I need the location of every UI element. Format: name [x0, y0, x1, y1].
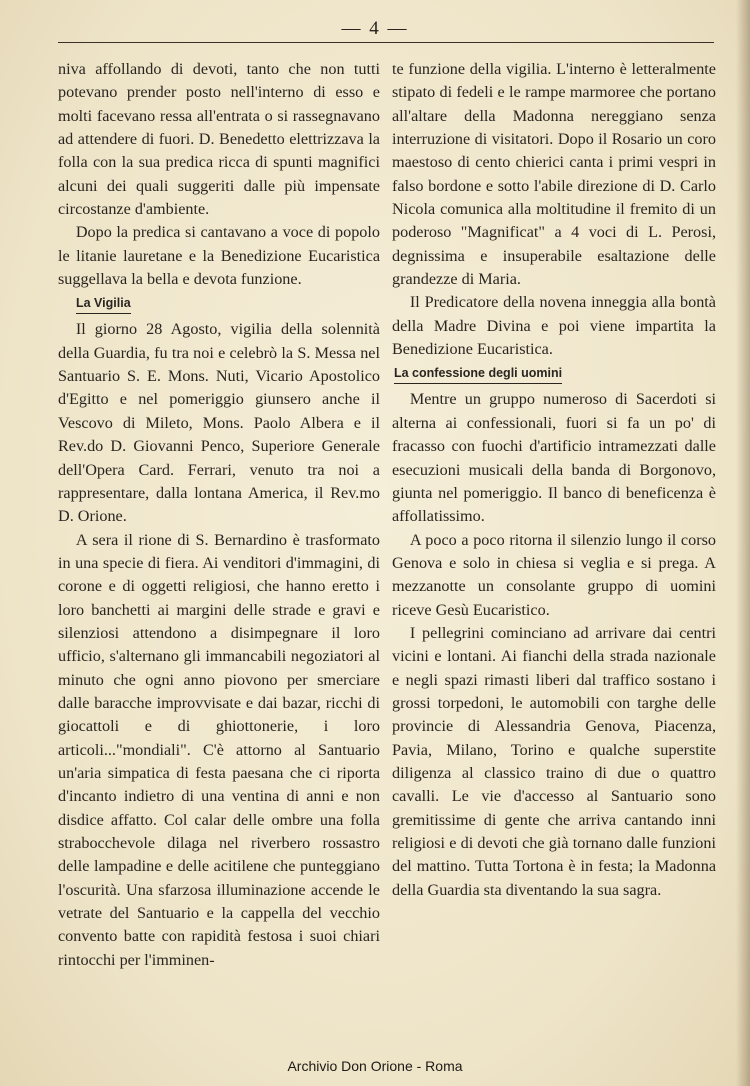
- right-column: [392, 58, 716, 902]
- paragraph: A sera il rione di S. Bernardino è trasformato in una specie di fiera. Ai venditori d'immagini, di corone e di oggetti religiosi, che hanno eretto i loro banchetti ai margini delle strade e gravi e silenziosi attendono a disimpegnare il loro ufficio, s'alternano gli immancabili negoziatori al minuto che ogni anno piovono per smerciare dalle baracche improvvisate e dai bazar, ricchi di giocattoli e di ghiottonerie, i loro articoli..."mondiali". C'è attorno al Santuario un'aria simpatica di festa paesana che ci riporta d'incanto indietro di una ventina di anni e non disdice affatto. Col calar delle ombre una folla strabocchevole dilaga nel riverbero rossastro delle lampadine e delle acitilene che punteggiano l'oscurità. Una sfarzosa illuminazione accende le vetrate del Santuario e la cappella del vecchio convento batte con rapidità festosa i suoi chiari rintocchi per l'imminen-: [58, 530, 380, 969]
- header-rule: [58, 42, 714, 43]
- section-heading-vigilia: La Vigilia: [76, 293, 131, 314]
- page-edge-shadow: [736, 0, 750, 1086]
- archive-footer: Archivio Don Orione - Roma: [287, 1058, 463, 1074]
- paragraph: Il giorno 28 Agosto, vigilia della solennità della Guardia, fu tra noi e celebrò la S. Messa nel Santuario S. E. Mons. Nuti, Vicario Apostolico d'Egitto e nel pomeriggio giunsero anche il Vescovo di Mileto, Mons. Paolo Albera e il Rev.do D. Giovanni Penco, Superiore Generale dell'Opera Card. Ferrari, venuto tra noi a rappresentare, dalla lontana America, il Rev.mo D. Orione.: [58, 320, 380, 526]
- left-column: [58, 58, 380, 972]
- paragraph: te funzione della vigilia. L'interno è letteralmente stipato di fedeli e le rampe marmoree che portano all'altare della Madonna nereggiano senza interruzione di visitatori. Dopo il Rosario un coro maestoso di cento chierici canta i primi vespri in falso bordone e sotto l'abile direzione di D. Carlo Nicola comunica alla moltitudine il fremito di un poderoso "Magnificat" a 4 voci di L. Perosi, degnissima e insuperabile esaltazione delle grandezze di Maria.: [392, 60, 716, 289]
- paragraph: Mentre un gruppo numeroso di Sacerdoti si alterna ai confessionali, fuori si fa un po' di fracasso con fuochi d'artificio intramezzati dalle esecuzioni musicali della banda di Borgonovo, giunta nel pomeriggio. Il banco di beneficenza è affollatissimo.: [392, 390, 716, 526]
- page-number: — 4 —: [341, 18, 409, 39]
- paragraph: niva affollando di devoti, tanto che non tutti potevano prender posto nell'interno di esso e molti facevano ressa all'entrata o si rassegnavano ad attendere di fuori. D. Benedetto elettrizzava la folla con la sua predica ricca di spunti magnifici alcuni dei quali suggeriti dalle più impensate circostanze d'ambiente.: [58, 60, 380, 219]
- paragraph: A poco a poco ritorna il silenzio lungo il corso Genova e solo in chiesa si veglia e si prega. A mezzanotte un consolante gruppo di uomini riceve Gesù Eucaristico.: [392, 530, 716, 619]
- paragraph: Dopo la predica si cantavano a voce di popolo le litanie lauretane e la Benedizione Eucaristica suggellava la bella e devota funzione.: [58, 223, 380, 289]
- paragraph: I pellegrini cominciano ad arrivare dai centri vicini e lontani. Ai fianchi della strada nazionale e negli spazi rimasti liberi dal traffico sostano i grossi torpedoni, le automobili con targhe delle provincie di Alessandria Genova, Piacenza, Pavia, Milano, Torino e qualche superstite diligenza al classico traino di due o quattro cavalli. Le vie d'accesso al Santuario sono gremitissime di gente che arriva cantando inni religiosi e di devoti che già tornano dalle funzioni del mattino. Tutta Tortona è in festa; la Madonna della Guardia sta diventando la sua sagra.: [392, 623, 716, 899]
- paragraph: Il Predicatore della novena inneggia alla bontà della Madre Divina e poi viene impartita la Benedizione Eucaristica.: [392, 293, 716, 359]
- section-heading-confessione: La confessione degli uomini: [394, 363, 562, 384]
